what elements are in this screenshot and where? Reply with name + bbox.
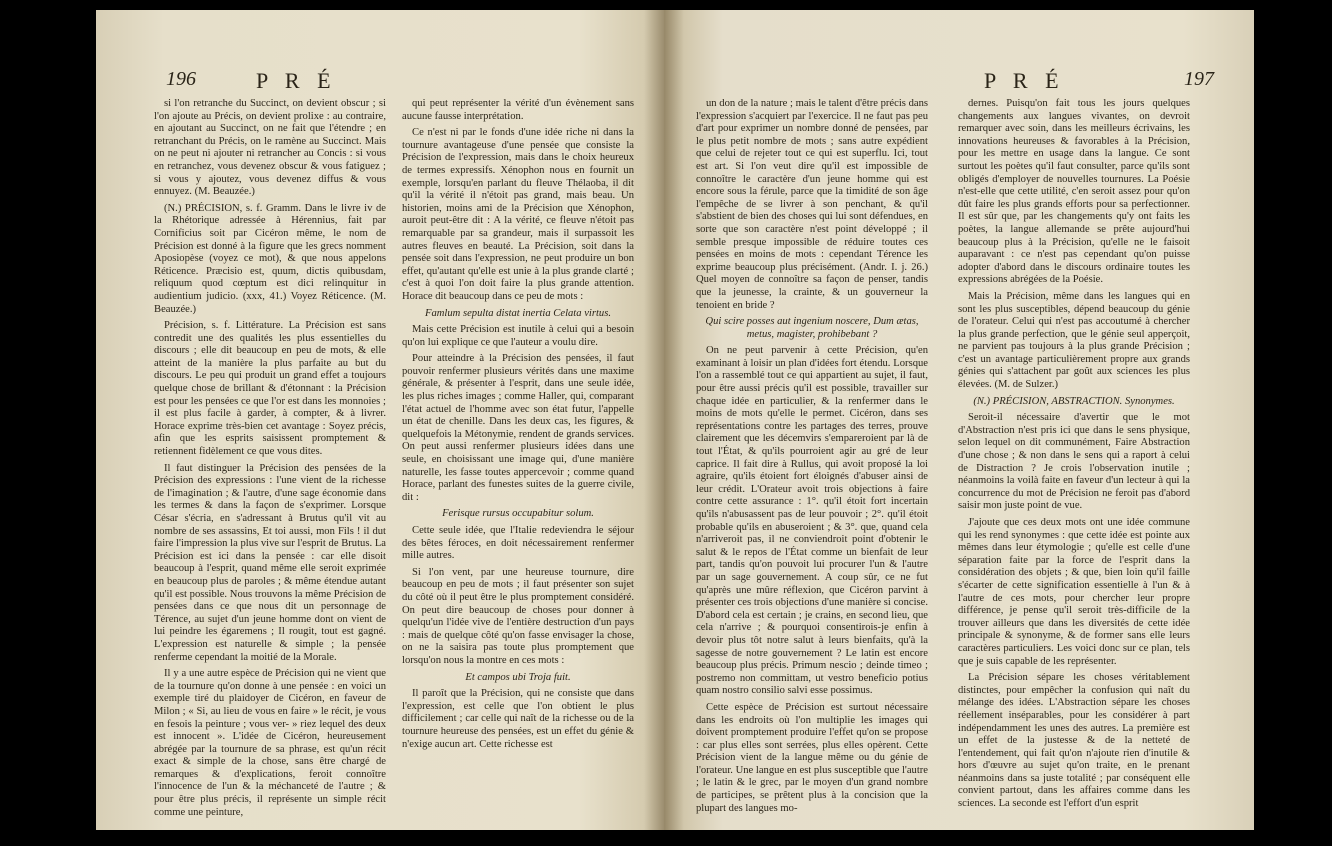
paragraph: dernes. Puisqu'on fait tous les jours quelques changements aux langues vivantes, on devroit remarquer avec soin, dans les meilleurs écrivains, les innovations heureuses & favorables à la Précision, pour les mettre en usage dans la langue. Ce sont surtout les poètes qu'il faut consulter, parce qu'ils sont obligés d'employer de nouvelles tournures. La Poésie n'est-elle que cette utilité, c'en seroit assez pour qu'on dût faire les plus grands efforts pour sa perfectionner. Il est sûr que, par les changements qu'y ont faits les poètes, la langue allemande se prête aujourd'hui beaucoup plus à la Précision, qu'elle ne le faisoit auparavant : ce n'est pas cependant qu'on puisse adopter d'abord dans le discours ordinaire toutes les expressions abrégées de la Poésie. bbox=[958, 98, 1190, 286]
paragraph: un don de la nature ; mais le talent d'être précis dans l'expression s'acquiert par l'exercice. Il ne faut pas peu d'art pour exprimer un nombre donné de pensées, par le plus petit nombre de mots ; sans autre expédient que celui de rejeter tout ce qui est superflu. Ici, tout est art. Si l'on veut dire qu'il est impossible de connoître le caractère d'un jeune homme qui est encore sous la férule, parce que la timidité de son âge l'empêche de se livrer à son penchant, & qu'il s'abstient de bien des choses qui lui sont défendues, en sorte que son caractère n'est point développé ; il semble presque impossible de réduire toutes ces pensées en moins de mots : cependant Térence les exprime beaucoup plus précisément. (Andr. I. j. 26.) Quel moyen de connoître sa façon de penser, tandis que la jeunesse, la crainte, & un gouverneur la tenoient en bride ? bbox=[696, 98, 928, 311]
page-number-right: 197 bbox=[1184, 68, 1214, 90]
left-page bbox=[96, 10, 664, 830]
paragraph: Il paroît que la Précision, qui ne consiste que dans l'expression, est celle que l'on obtient le plus difficilement ; car celle qui naît de la richesse ou de la tournure heureuse des pensées, est un effet du génie & n'exige aucun art. Cette richesse est bbox=[402, 688, 634, 750]
paragraph: Ce n'est ni par le fonds d'une idée riche ni dans la tournure avantageuse d'une pensée que consiste la Précision de l'expression, mais dans le choix heureux de termes expressifs. Xénophon nous en fournit un exemple, lorsqu'en parlant du fleuve Thélaoba, il dit qu'il la vérité il n'étoit pas grand, mais beau. Un historien, moins ami de la Précision que Xénophon, auroit peut-être dit : A la vérité, ce fleuve n'étoit pas remarquable par sa grandeur, mais il surpassoit les autres fleuves en beauté. La Précision, soit dans la pensée soit dans l'expression, ne peut produire un bon effet, qu'autant qu'elle est unie à la plus grande clarté ; c'est à quoi l'on doit faire la plus grande attention. Horace dit beaucoup dans ce peu de mots : bbox=[402, 127, 634, 302]
paragraph: Seroit-il nécessaire d'avertir que le mot d'Abstraction n'est pris ici que dans le sens physique, selon lequel on dit communément, Faire Abstraction d'une chose ; & non dans le sens qui a raport à celui de Distraction ? Je crois l'observation inutile ; néanmoins la voilà faite en faveur d'un lecteur à qui la concurrence du mot de Précision ne feroit pas d'abord saisir mon juste point de vue. bbox=[958, 412, 1190, 512]
verse-quote: Et campos ubi Troja fuit. bbox=[465, 671, 571, 683]
verse-quote: Qui scire posses aut ingenium noscere, Dum ætas, metus, magister, prohibebant ? bbox=[705, 316, 919, 340]
verse-quote: Famlum sepulta distat inertia Celata virtus. bbox=[425, 307, 611, 319]
paragraph: Si l'on vent, par une heureuse tournure, dire beaucoup en peu de mots ; il faut présenter son sujet du côté où il peut être le plus promptement considéré. On peut dire beaucoup de choses pour donner à quelqu'un l'idée vive de l'entière destruction d'un pays : mais de quelque côté qu'on fasse envisager la chose, on ne la saisira pas toute plus promptement que lorsqu'on nous la montre en ces mots : bbox=[402, 566, 634, 666]
paragraph: Précision, s. f. Littérature. La Précision est sans contredit une des qualités les plus essentielles du discours ; elle dit beaucoup en peu de mots, & elle atteint de la manière la plus parfaite au but du discours. Le peu qui produit un grand effet a toujours quelque chose de brillant & d'étonnant : la Précision est pour les pensées ce que l'or est dans les monnoies ; il est plus facile à garder, à compter, & à livrer. Horace exprime très-bien cet avantage : Soyez précis, afin que les esprits saisissent promptement & retiennent fidèlement ce que vous dites. bbox=[154, 320, 386, 458]
page-number-left: 196 bbox=[166, 68, 196, 90]
paragraph: Mais la Précision, même dans les langues qui en sont les plus susceptibles, dépend beaucoup du génie de l'orateur. Celui qui n'est pas accoutumé à chercher la plus grande perfection, que le génie seul apperçoit, ne parvient pas toujours à la plus grande Précision ; c'est un avantage particulièrement propre aux grands génies qui s'attachent par goût aux sciences les plus élevées. (M. de Sulzer.) bbox=[958, 290, 1190, 391]
paragraph: si l'on retranche du Succinct, on devient obscur ; si l'on ajoute au Précis, on devient prolixe : au contraire, en ajoutant au Succinct, on ne fait que l'étendre ; en retranchant du Précis, on le ramène au Succinct. Mais on ne peut ni ajouter ni retrancher au Concis : si vous en retranchez, vous devenez obscur & vous fatiguez ; si vous y ajoutez, vous devenez diffus & vous ennuyez. (M. Beauzée.) bbox=[154, 98, 386, 198]
right-page bbox=[664, 10, 1254, 830]
right-column-1 bbox=[696, 98, 928, 814]
left-column-1 bbox=[154, 98, 386, 818]
paragraph: Il faut distinguer la Précision des pensées de la Précision des expressions : l'une vient de la richesse de l'imagination ; & l'autre, d'une sage économie dans les termes & dans la façon de s'exprimer. Lorsque César s'écria, en s'adressant à Brutus qu'il vit au nombre de ses assassins, Et toi aussi, mon Fils ! il dut faire l'impression la plus vive sur l'esprit de Brutus. La Précision est ici dans la pensée : car elle disoit beaucoup à l'esprit, quand même elle seroit exprimée en beaucoup plus de paroles ; & même étendue autant qu'il est possible. Nous trouvons la même Précision de pensées dans ce que nous dit un personnage de Térence, au sujet d'un jeune homme dont on vient de lui peindre les égaremens ; Il rougit, tout est gagné. L'expression est naturelle & simple ; la pensée renferme cependant la moitié de la Morale. bbox=[154, 462, 386, 663]
paragraph: qui peut représenter la vérité d'un évènement sans aucune fausse interprétation. bbox=[402, 98, 634, 122]
paragraph: (N.) PRÉCISION, s. f. Gramm. Dans le livre iv de la Rhétorique adressée à Hérennius, fait par Cornificius soit par Cicéron même, le nom de Précision est donné à la figure que les grecs nomment Aposiopèse (voyez ce mot), & que nous appelons Réticence. Præcisio est, quum, dictis quibusdam, reliquum quod cœptum est dici relinquitur in audientium judicio. (xxx, 41.) Voyez Réticence. (M. Beauzée.) bbox=[154, 202, 386, 315]
paragraph: Il y a une autre espèce de Précision qui ne vient que de la tournure qu'on donne à une pensée : en voici un exemple tiré du plaidoyer de Cicéron, en faveur de Milon ; « Si, au lieu de vous en faire » le récit, je vous en fesois la peinture ; vous ver- » riez lequel des deux est innocent ». L'idée de Cicéron, heureusement abrégée par la tournure de sa phrase, est qu'un récit exact & simple de la chose, sans être chargé de remarques & d'explications, feroit connoître l'innocence de l'un & la méchanceté de l'autre ; & pour être plus précis, il représente un simple récit comme une peinture, bbox=[154, 668, 386, 818]
paragraph: La Précision sépare les choses véritablement distinctes, pour empêcher la confusion qui naît du mélange des idées. L'Abstraction sépare les choses réellement inséparables, pour les considérer à part indépendamment les unes des autres. La première est un effet de la justesse & de la netteté de l'entendement, qui fait qu'on n'ajoute rien d'inutile & hors d'œuvre au sujet qu'on traite, en le prenant néanmoins dans sa juste totalité ; par conséquent elle convient partout, dans les affaires comme dans les sciences. La seconde est l'effort d'un esprit bbox=[958, 672, 1190, 810]
paragraph: Pour atteindre à la Précision des pensées, il faut pouvoir renfermer plusieurs vérités dans une maxime générale, & présenter à l'esprit, dans une seule idée, les plus riches images ; comme Haller, qui, comparant l'état actuel de l'homme avec son état futur, l'appelle un état de chenille. Dans les deux cas, les figures, & quelquefois la Métonymie, rendent de grands services. On peut aussi renfermer plusieurs idées dans une seule, en choisissant une image qui, d'une manière naturelle, les fasse toutes appercevoir ; comme quand Horace, parlant des funestes suites de la guerre civile, dit : bbox=[402, 353, 634, 503]
section-heading: (N.) PRÉCISION, ABSTRACTION. Synonymes. bbox=[973, 395, 1175, 407]
verse-quote: Ferisque rursus occupabitur solum. bbox=[442, 508, 594, 520]
paragraph: J'ajoute que ces deux mots ont une idée commune qui les rend synonymes : que cette idée est pointe aux mêmes dans leur étymologie ; qu'elle est celle d'une séparation faite par la force de l'esprit dans la considération des objets ; & que, bien loin qu'il faille s'écarter de cette signification essentielle à l'un & à l'autre de ces mots, pour chercher leur propre différence, je pense qu'il seroit très-difficile de la trouver ailleurs que dans les diversités de cette idée principale & synonyme, & de former sans elle leurs caractères particuliers. Les voici donc sur ce plan, tels que je suis capable de les représenter. bbox=[958, 517, 1190, 667]
right-column-2 bbox=[958, 98, 1190, 810]
running-head-left: P R É bbox=[256, 68, 337, 93]
paragraph: On ne peut parvenir à cette Précision, qu'en examinant à loisir un plan d'idées fort étendu. Lorsque l'on a rassemblé tout ce qui appartient au sujet, il faut, pour être aussi précis qu'il est possible, travailler sur chaque idée en particulier, & la renfermer dans le moins de mots qu'elle le permet. Cicéron, dans ses représentations contre les partages des terres, prouve clairement que les décemvirs s'empareroient par là de tout l'État, & qu'ils pourroient agir au gré de leur caprice. Il fait dire à Rullus, qui avoit proposé la loi agraire, qu'ils étoient fort éloignés d'abuser ainsi de leur crédit. L'Orateur avoit trois objections à faire contre cette assurance : 1°. qu'il étoit fort incertain qu'ils n'abusassent pas de leur pouvoir ; 2°. qu'il étoit probable qu'ils en abuseroient ; & 3°. que, quand cela n'arriveroit pas, il ne conviendroit point d'obtenir le salut & le repos de l'État comme un bienfait de leur part, tandis qu'on pouvoit lui procurer l'un & l'autre par un sage gouvernement. A coup sûr, ce ne fut qu'après une mûre réflexion, que Cicéron parvint à présenter ces trois objections d'une manière si concise. D'abord cela est certain ; je crains, en second lieu, que cela n'arrive ; & pourquoi consentirois-je enfin à devoir plus tôt notre salut à leurs bienfaits, qu'à la sagesse de notre gouvernement ? Le latin est encore beaucoup plus précis. Primum nescio ; deinde timeo ; postremo non committam, ut vestro beneficio potius quam nostro consilio salvi esse possimus. bbox=[696, 345, 928, 697]
paragraph: Cette espèce de Précision est surtout nécessaire dans les endroits où l'on multiplie les images qui doivent promptement produire l'effet qu'on se propose : car plus elles sont serrées, plus elles opèrent. Cette Précision vient de la langue même ou du génie de l'orateur. Une langue en est plus susceptible que l'autre ; le latin & le grec, par le moyen d'un grand nombre de participes, se prêtent plus à la concision que la plupart des langues mo- bbox=[696, 701, 928, 814]
book-spread bbox=[96, 10, 1254, 830]
running-head-right: P R É bbox=[984, 68, 1065, 93]
paragraph: Cette seule idée, que l'Italie redeviendra le séjour des bêtes féroces, en doit nécessairement renfermer mille autres. bbox=[402, 525, 634, 562]
paragraph: Mais cette Précision est inutile à celui qui a besoin qu'on lui explique ce que l'auteur a voulu dire. bbox=[402, 324, 634, 348]
book-gutter bbox=[644, 10, 684, 830]
left-column-2 bbox=[402, 98, 634, 788]
